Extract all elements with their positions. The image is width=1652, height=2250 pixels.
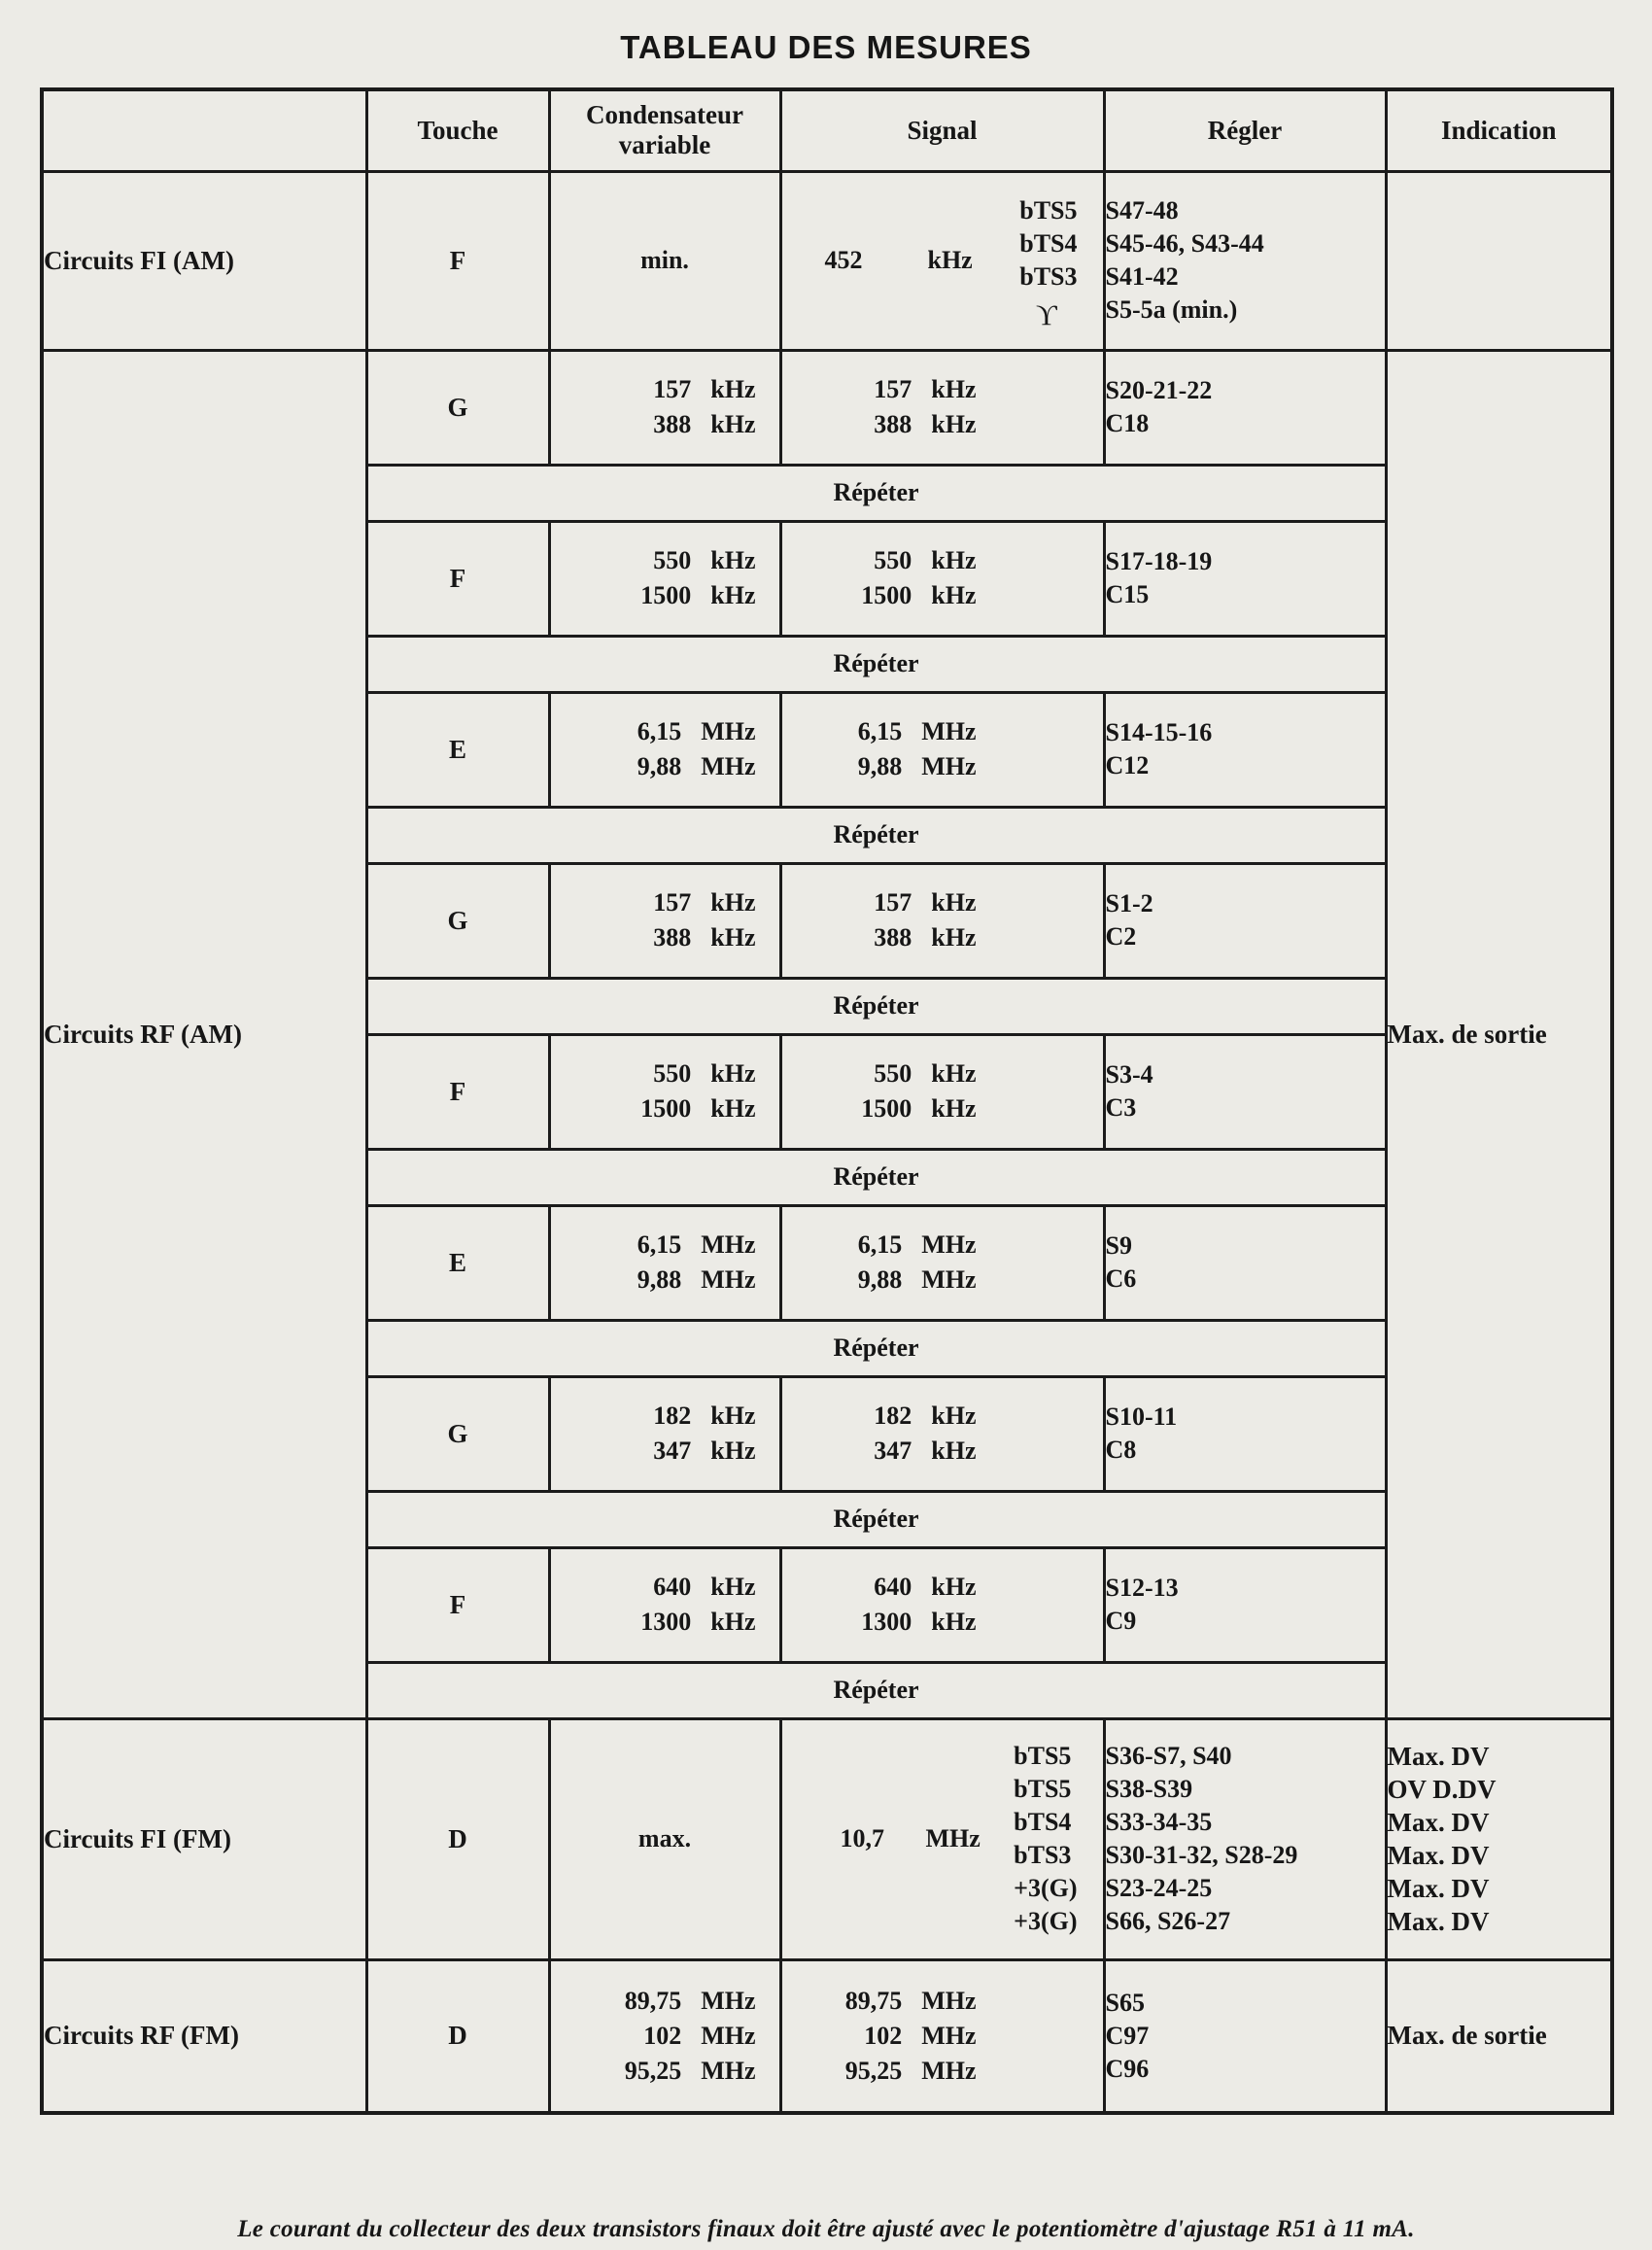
regler-item: S17-18-19 — [1105, 547, 1213, 575]
condensateur-cell — [549, 1547, 780, 1662]
signal-unit: kHz — [931, 923, 977, 952]
row-fi-fm — [42, 1718, 1612, 1959]
touche-cell: F — [366, 1547, 549, 1662]
tap-point-item: bTS5 — [1014, 1775, 1072, 1803]
signal-cell — [780, 692, 1104, 807]
indication-item: Max. DV — [1387, 1874, 1490, 1903]
condensateur-unit: kHz — [710, 375, 756, 403]
tap-point-item: bTS5 — [1014, 1742, 1072, 1770]
touche-cell: F — [366, 1034, 549, 1149]
tap-point-item: bTS3 — [1014, 1841, 1072, 1869]
condensateur-frequency-list — [551, 1399, 779, 1469]
condensateur-unit: kHz — [710, 546, 756, 574]
signal-frequency-list — [782, 1570, 1103, 1640]
regler-item: C6 — [1105, 1264, 1137, 1293]
condensateur-value: 89,75 — [624, 1986, 682, 2015]
signal-unit: kHz — [931, 375, 977, 403]
signal-frequency-list — [782, 372, 1103, 442]
repeat-label: Répéter — [366, 1662, 1386, 1718]
regler-item: S3-4 — [1105, 1060, 1153, 1089]
regler-item: S12-13 — [1105, 1574, 1179, 1602]
condensateur-cell — [549, 1376, 780, 1491]
signal-value: 550 — [874, 546, 912, 574]
regler-cell — [1104, 1718, 1386, 1959]
tap-point-item: bTS4 — [1014, 1808, 1072, 1836]
signal-unit: MHz — [921, 1230, 977, 1259]
signal-value: 1500 — [861, 1094, 912, 1123]
indication-list — [1388, 1740, 1611, 1938]
regler-item: S45-46, S43-44 — [1105, 229, 1264, 258]
repeat-label: Répéter — [366, 1491, 1386, 1547]
signal-unit: kHz — [931, 1608, 977, 1636]
regler-list — [1106, 1987, 1385, 2086]
signal-unit: kHz — [931, 1573, 977, 1601]
section-label-fi-am: Circuits FI (AM) — [42, 171, 366, 350]
signal-cell — [780, 1718, 1104, 1959]
regler-list — [1106, 1058, 1385, 1125]
regler-item: S30-31-32, S28-29 — [1105, 1841, 1298, 1869]
regler-cell — [1104, 171, 1386, 350]
touche-cell: F — [366, 521, 549, 636]
regler-list — [1106, 716, 1385, 782]
signal-frequency-list — [782, 543, 1103, 613]
signal-value: 157 — [874, 888, 912, 917]
regler-item: S1-2 — [1105, 889, 1153, 917]
condensateur-value: 550 — [653, 546, 692, 574]
signal-value: 157 — [874, 375, 912, 403]
header-blank — [42, 89, 366, 171]
condensateur-value: 9,88 — [637, 1265, 682, 1294]
indication-item: Max. DV — [1387, 1808, 1490, 1837]
signal-unit: MHz — [921, 717, 977, 745]
header-touche: Touche — [366, 89, 549, 171]
condensateur-frequency-list — [551, 1984, 779, 2089]
condensateur-unit: kHz — [710, 923, 756, 952]
signal-unit: kHz — [931, 888, 977, 917]
condensateur-frequency-list — [551, 1056, 779, 1126]
regler-item: S36-S7, S40 — [1105, 1742, 1232, 1770]
signal-unit: MHz — [921, 752, 977, 780]
condensateur-value: 550 — [653, 1059, 692, 1088]
regler-cell — [1104, 692, 1386, 807]
condensateur-value: 9,88 — [637, 752, 682, 780]
regler-item: C18 — [1105, 409, 1150, 437]
touche-cell: G — [366, 350, 549, 465]
condensateur-cell — [549, 863, 780, 978]
signal-unit: kHz — [931, 1437, 977, 1465]
regler-list — [1106, 545, 1385, 611]
row-fi-am — [42, 171, 1612, 350]
regler-item: C3 — [1105, 1093, 1137, 1122]
signal-unit: kHz — [931, 546, 977, 574]
signal-frequency-list — [782, 1984, 1103, 2089]
regler-item: S65 — [1105, 1988, 1145, 2017]
repeat-label: Répéter — [366, 807, 1386, 863]
page-title: TABLEAU DES MESURES — [620, 29, 1032, 65]
regler-item: S10-11 — [1105, 1402, 1178, 1431]
signal-value: 1300 — [861, 1608, 912, 1636]
touche-cell: D — [366, 1959, 549, 2113]
regler-cell — [1104, 1547, 1386, 1662]
handwritten-check-mark: ϒ — [1036, 299, 1057, 331]
condensateur-value: 157 — [653, 888, 692, 917]
indication-item: OV D.DV — [1387, 1775, 1497, 1804]
regler-list — [1106, 1229, 1385, 1296]
regler-list — [1106, 1740, 1385, 1938]
regler-item: S41-42 — [1105, 262, 1179, 291]
condensateur-unit: kHz — [710, 1608, 756, 1636]
measurements-table — [40, 87, 1614, 2115]
header-regler: Régler — [1104, 89, 1386, 171]
condensateur-cell — [549, 350, 780, 465]
signal-value: 388 — [874, 923, 912, 952]
condensateur-value: 388 — [653, 410, 692, 438]
signal-value: 388 — [874, 410, 912, 438]
regler-item: C96 — [1105, 2054, 1150, 2083]
signal-unit: kHz — [931, 1402, 977, 1430]
condensateur-unit: MHz — [701, 752, 756, 780]
signal-unit: MHz — [925, 1824, 981, 1852]
signal-unit: kHz — [931, 1094, 977, 1123]
regler-cell — [1104, 521, 1386, 636]
signal-unit: MHz — [921, 1265, 977, 1294]
condensateur-value: 6,15 — [637, 717, 682, 745]
touche-cell: G — [366, 1376, 549, 1491]
regler-cell — [1104, 863, 1386, 978]
signal-cell — [780, 1034, 1104, 1149]
regler-item: S14-15-16 — [1105, 718, 1213, 746]
header-condensateur: Condensateur variable — [549, 89, 780, 171]
row-rf-fm — [42, 1959, 1612, 2113]
regler-item: S47-48 — [1105, 196, 1179, 225]
indication-cell: Max. de sortie — [1386, 350, 1612, 1718]
regler-item: S5-5a (min.) — [1105, 295, 1238, 324]
signal-value: 1500 — [861, 581, 912, 609]
regler-list — [1106, 1572, 1385, 1638]
regler-list — [1106, 887, 1385, 953]
repeat-label: Répéter — [366, 465, 1386, 521]
condensateur-unit: MHz — [701, 1986, 756, 2015]
condensateur-cell — [549, 1034, 780, 1149]
header-signal: Signal — [780, 89, 1104, 171]
regler-item: C8 — [1105, 1436, 1137, 1464]
tap-point-item: +3(G) — [1014, 1907, 1078, 1935]
regler-list — [1106, 374, 1385, 440]
condensateur-value: 388 — [653, 923, 692, 952]
condensateur-unit: MHz — [701, 2056, 756, 2085]
signal-value: 89,75 — [844, 1986, 903, 2015]
indication-cell: Max. de sortie — [1386, 1959, 1612, 2113]
signal-frequency-list — [782, 1228, 1103, 1298]
condensateur-value: 95,25 — [624, 2056, 682, 2085]
condensateur-unit: kHz — [710, 1094, 756, 1123]
condensateur-unit: kHz — [710, 410, 756, 438]
tap-point: bTS3 — [1019, 262, 1078, 291]
signal-unit: MHz — [921, 1986, 977, 2015]
condensateur-frequency-list — [551, 372, 779, 442]
condensateur-cell — [549, 521, 780, 636]
signal-value: 102 — [864, 2021, 903, 2050]
condensateur-unit: kHz — [710, 888, 756, 917]
condensateur-value: 6,15 — [637, 1230, 682, 1259]
regler-list — [1106, 1401, 1385, 1467]
regler-item: C9 — [1105, 1607, 1137, 1635]
regler-item: S9 — [1105, 1231, 1132, 1260]
touche-cell: F — [366, 171, 549, 350]
signal-cell — [780, 1205, 1104, 1320]
condensateur-value: 640 — [653, 1573, 692, 1601]
signal-cell — [780, 1547, 1104, 1662]
condensateur-unit: kHz — [710, 1059, 756, 1088]
condensateur-value: 1500 — [640, 1094, 692, 1123]
condensateur-cell — [549, 1959, 780, 2113]
condensateur-unit: MHz — [701, 1265, 756, 1294]
signal-frequency-list — [782, 1399, 1103, 1469]
signal-value: 95,25 — [844, 2056, 903, 2085]
signal-unit: MHz — [921, 2021, 977, 2050]
signal-value: 9,88 — [857, 1265, 903, 1294]
signal-value: 6,15 — [857, 717, 903, 745]
condensateur-frequency-list — [551, 543, 779, 613]
section-label-fi-fm: Circuits FI (FM) — [42, 1718, 366, 1959]
indication-item: Max. DV — [1387, 1907, 1490, 1936]
regler-item: C2 — [1105, 922, 1137, 951]
signal-value: 550 — [874, 1059, 912, 1088]
indication-item: Max. DV — [1387, 1841, 1490, 1870]
signal-value: 10,7 — [840, 1824, 884, 1852]
signal-value: 452 — [824, 246, 863, 274]
regler-cell — [1104, 1034, 1386, 1149]
repeat-label: Répéter — [366, 636, 1386, 692]
signal-value: 640 — [874, 1573, 912, 1601]
indication-item: Max. DV — [1387, 1742, 1490, 1771]
condensateur-value: 182 — [653, 1402, 692, 1430]
signal-unit: MHz — [921, 2056, 977, 2085]
condensateur-unit: MHz — [701, 1230, 756, 1259]
signal-unit: kHz — [931, 1059, 977, 1088]
touche-cell: E — [366, 692, 549, 807]
condensateur-frequency-list — [551, 1228, 779, 1298]
indication-cell-empty — [1386, 171, 1612, 350]
condensateur-unit: MHz — [701, 2021, 756, 2050]
signal-cell — [780, 1376, 1104, 1491]
touche-cell: G — [366, 863, 549, 978]
signal-value: 9,88 — [857, 752, 903, 780]
condensateur-value: 347 — [653, 1437, 692, 1465]
signal-frequency-list — [782, 885, 1103, 955]
regler-item: S33-34-35 — [1105, 1808, 1213, 1836]
condensateur-unit: kHz — [710, 1573, 756, 1601]
signal-value: 6,15 — [857, 1230, 903, 1259]
signal-unit: kHz — [931, 410, 977, 438]
footnote: Le courant du collecteur des deux transistors finaux doit être ajusté avec le potentiomètre d'ajustage R51 à 11 mA. — [237, 2216, 1415, 2242]
regler-cell — [1104, 1959, 1386, 2113]
header-indication: Indication — [1386, 89, 1612, 171]
signal-cell — [780, 863, 1104, 978]
signal-frequency-list — [782, 714, 1103, 784]
repeat-label: Répéter — [366, 1320, 1386, 1376]
condensateur-value: 102 — [643, 2021, 682, 2050]
condensateur-frequency-list — [551, 714, 779, 784]
signal-frequency-list — [782, 1056, 1103, 1126]
touche-cell: D — [366, 1718, 549, 1959]
condensateur-cell: min. — [549, 171, 780, 350]
section-label-rf-am: Circuits RF (AM) — [42, 350, 366, 1718]
regler-item: S20-21-22 — [1105, 376, 1213, 404]
condensateur-cell: max. — [549, 1718, 780, 1959]
signal-unit: kHz — [927, 246, 973, 274]
regler-cell — [1104, 1205, 1386, 1320]
condensateur-value: 1300 — [640, 1608, 692, 1636]
signal-cell — [780, 350, 1104, 465]
repeat-label: Répéter — [366, 978, 1386, 1034]
regler-cell — [1104, 1376, 1386, 1491]
condensateur-frequency-list — [551, 885, 779, 955]
signal-value: 182 — [874, 1402, 912, 1430]
repeat-label: Répéter — [366, 1149, 1386, 1205]
condensateur-unit: MHz — [701, 717, 756, 745]
condensateur-unit: kHz — [710, 581, 756, 609]
regler-item: S38-S39 — [1105, 1775, 1193, 1803]
touche-cell: E — [366, 1205, 549, 1320]
signal-cell — [780, 1959, 1104, 2113]
signal-value: 347 — [874, 1437, 912, 1465]
regler-item: S23-24-25 — [1105, 1874, 1213, 1902]
condensateur-cell — [549, 692, 780, 807]
signal-unit: kHz — [931, 581, 977, 609]
regler-item: S66, S26-27 — [1105, 1907, 1231, 1935]
condensateur-frequency-list — [551, 1570, 779, 1640]
regler-item: C12 — [1105, 751, 1150, 779]
condensateur-value: 1500 — [640, 581, 692, 609]
signal-cell — [780, 521, 1104, 636]
condensateur-cell — [549, 1205, 780, 1320]
rf-am-step-row — [42, 350, 1612, 465]
condensateur-value: 157 — [653, 375, 692, 403]
tap-point-item: +3(G) — [1014, 1874, 1078, 1902]
indication-cell — [1386, 1718, 1612, 1959]
section-label-rf-fm: Circuits RF (FM) — [42, 1959, 366, 2113]
tap-point-list — [1014, 1740, 1077, 1938]
regler-item: C97 — [1105, 2021, 1150, 2050]
tap-point: bTS5 — [1019, 196, 1078, 225]
header-row — [42, 89, 1612, 171]
regler-cell — [1104, 350, 1386, 465]
condensateur-unit: kHz — [710, 1437, 756, 1465]
regler-item: C15 — [1105, 580, 1150, 608]
tap-point: bTS4 — [1019, 229, 1078, 258]
condensateur-unit: kHz — [710, 1402, 756, 1430]
